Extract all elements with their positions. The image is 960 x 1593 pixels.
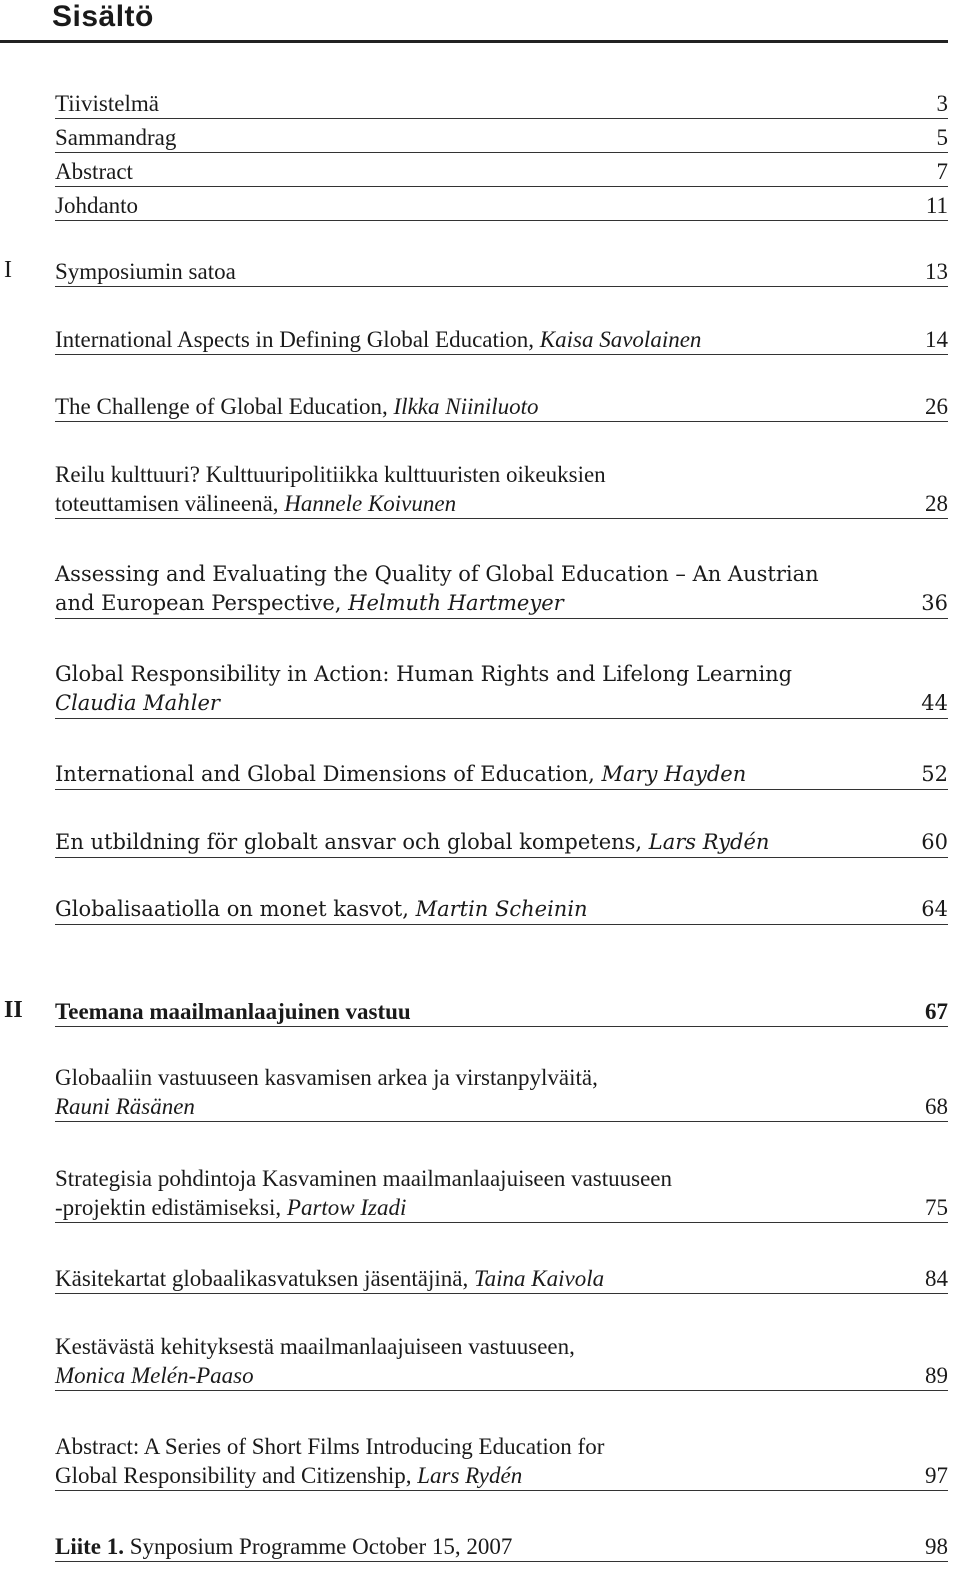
part-title: Teemana maailmanlaajuinen vastuu xyxy=(55,999,411,1024)
toc-entry[interactable]: International and Global Dimensions of Education, Mary Hayden 52 xyxy=(55,760,948,790)
part-numeral: I xyxy=(4,257,12,283)
toc-page: 52 xyxy=(921,762,948,786)
toc-page: 11 xyxy=(925,193,948,218)
toc-entry-johdanto[interactable] xyxy=(55,191,948,221)
author: Ilkka Niiniluoto xyxy=(393,394,539,419)
toc-page: 84 xyxy=(925,1266,948,1291)
toc-page: 64 xyxy=(921,897,948,921)
toc-entry-sammandrag[interactable] xyxy=(55,123,948,153)
author: Partow Izadi xyxy=(286,1195,407,1220)
author: Kaisa Savolainen xyxy=(539,327,702,352)
toc-page: 14 xyxy=(925,327,948,352)
author: Helmuth Hartmeyer xyxy=(348,591,564,615)
toc-entry[interactable]: En utbildning för globalt ansvar och global kompetens, Lars Rydén 60 xyxy=(55,828,948,858)
toc-page: 75 xyxy=(925,1195,948,1220)
page-title: Sisältö xyxy=(52,0,154,33)
toc-page: 5 xyxy=(936,125,948,150)
toc-page: 89 xyxy=(925,1363,948,1388)
toc-page: 97 xyxy=(925,1463,948,1488)
toc-entry[interactable]: The Challenge of Global Education, Ilkka Niiniluoto 26 xyxy=(55,392,948,422)
toc-page: 44 xyxy=(921,691,948,715)
appendix-label: Liite 1. xyxy=(55,1534,124,1559)
toc-entry[interactable]: Käsitekartat globaalikasvatuksen jäsentäjinä, Taina Kaivola 84 xyxy=(55,1264,948,1294)
toc-page: 67 xyxy=(925,999,948,1024)
author: Lars Rydén xyxy=(417,1463,523,1488)
author: Taina Kaivola xyxy=(473,1266,605,1291)
toc-entry-tiivistelma[interactable] xyxy=(55,89,948,119)
part-title: Symposiumin satoa xyxy=(55,259,236,284)
toc-page: 7 xyxy=(936,159,948,184)
toc-page: 13 xyxy=(925,259,948,284)
toc-entry[interactable]: International Aspects in Defining Global Education, Kaisa Savolainen 14 xyxy=(55,325,948,355)
toc-entry[interactable]: Global Responsibility in Action: Human Rights and Lifelong Learning Claudia Mahler 44 xyxy=(55,660,948,719)
author: Rauni Räsänen xyxy=(55,1094,195,1119)
toc-entry-abstract[interactable] xyxy=(55,157,948,187)
toc-label: Sammandrag xyxy=(55,125,177,150)
toc-label: Johdanto xyxy=(55,193,139,218)
toc-entry[interactable]: Assessing and Evaluating the Quality of Global Education – An Austrian and European Perspective, Helmuth Hartmeyer 36 xyxy=(55,560,948,619)
title-rule xyxy=(0,40,948,43)
toc-page: 28 xyxy=(925,491,948,516)
author: Claudia Mahler xyxy=(55,691,220,715)
toc-entry[interactable]: Abstract: A Series of Short Films Introducing Education for Global Responsibility and Citizenship, Lars Rydén 97 xyxy=(55,1432,948,1491)
toc-entry[interactable]: Strategisia pohdintoja Kasvaminen maailmanlaajuiseen vastuuseen -projektin edistämiseksi, Partow Izadi 75 xyxy=(55,1164,948,1223)
toc-part-heading[interactable] xyxy=(55,257,948,287)
author: Hannele Koivunen xyxy=(284,491,457,516)
toc-entry[interactable]: Globalisaatiolla on monet kasvot, Martin Scheinin 64 xyxy=(55,895,948,925)
author: Mary Hayden xyxy=(601,762,747,786)
author: Martin Scheinin xyxy=(415,897,588,921)
toc-entry[interactable]: Kestävästä kehityksestä maailmanlaajuiseen vastuuseen, Monica Melén-Paaso 89 xyxy=(55,1332,948,1391)
toc-entry-appendix[interactable]: Liite 1. Synposium Programme October 15, 2007 98 xyxy=(55,1532,948,1562)
part-numeral: II xyxy=(4,997,23,1023)
toc-page: 26 xyxy=(925,394,948,419)
toc-label: Tiivistelmä xyxy=(55,91,159,116)
toc-label: Abstract xyxy=(55,159,133,184)
toc-page: 68 xyxy=(925,1094,948,1119)
toc-part-heading[interactable] xyxy=(55,997,948,1027)
toc-page: 36 xyxy=(921,591,948,615)
toc-entry[interactable]: Globaaliin vastuuseen kasvamisen arkea ja virstanpylväitä, Rauni Räsänen 68 xyxy=(55,1063,948,1122)
toc-page: 98 xyxy=(925,1534,948,1559)
author: Lars Rydén xyxy=(648,830,770,854)
toc-page: 60 xyxy=(921,830,948,854)
toc-page: 3 xyxy=(936,91,948,116)
toc-entry[interactable]: Reilu kulttuuri? Kulttuuripolitiikka kulttuuristen oikeuksien toteuttamisen välineenä, Hannele Koivunen 28 xyxy=(55,460,948,519)
author: Monica Melén-Paaso xyxy=(55,1363,254,1388)
